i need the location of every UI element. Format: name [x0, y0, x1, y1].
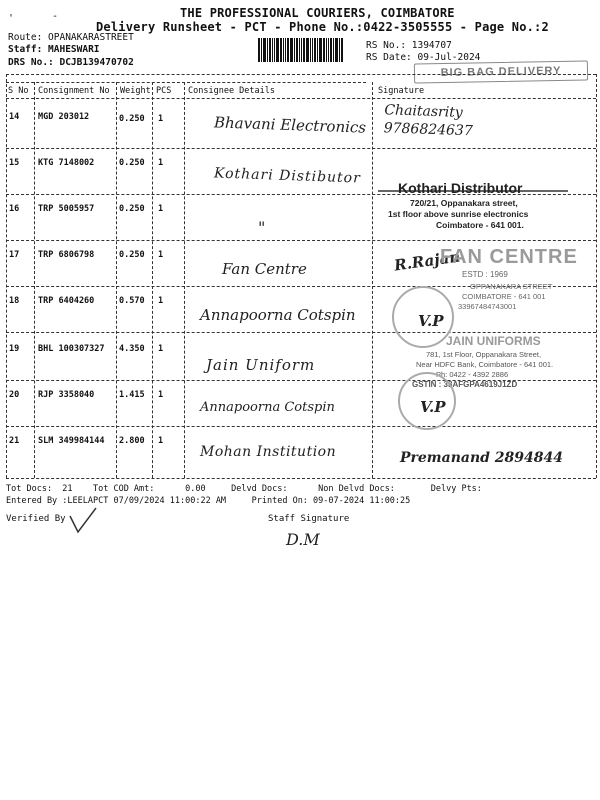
drs-label: DRS No.: DCJB139470702: [8, 57, 134, 68]
jain-stamp-name: JAIN UNIFORMS: [446, 334, 541, 348]
row-weight: 0.570: [119, 296, 145, 306]
fan-centre-estd: ESTD : 1969: [462, 270, 508, 279]
row-sno: 16: [9, 204, 20, 214]
row-consignment: BHL 100307327: [38, 344, 105, 354]
row-sno: 21: [9, 436, 20, 446]
row-weight: 0.250: [119, 204, 145, 214]
row-consignment: TRP 6806798: [38, 250, 95, 260]
col-pcs: PCS: [156, 86, 172, 96]
jain-stamp-phone: Ph: 0422 - 4392 2886: [436, 370, 509, 379]
fan-centre-stamp: FAN CENTRE: [440, 246, 578, 268]
row-weight: 0.250: [119, 158, 145, 168]
kothari-stamp-name: Kothari Distributor: [398, 180, 523, 196]
col-consignment: Consignment No: [38, 86, 110, 96]
row-pcs: 1: [158, 114, 164, 124]
big-bag-delivery-stamp: BIG BAG DELIVERY: [414, 60, 588, 83]
row-weight: 1.415: [119, 390, 145, 400]
kothari-stamp-city: Coimbatore - 641 001.: [436, 220, 524, 230]
row-signature: R.Rajan: [393, 247, 462, 275]
row-sno: 18: [9, 296, 20, 306]
col-weight: Weight: [120, 86, 151, 96]
row-pcs: 1: [158, 204, 164, 214]
row-sno: 17: [9, 250, 20, 260]
row-pcs: 1: [158, 250, 164, 260]
company-title: THE PROFESSIONAL COURIERS, COIMBATORE: [180, 6, 455, 20]
route-label: Route: OPANAKARASTREET: [8, 32, 134, 43]
barcode: [258, 38, 362, 62]
kothari-stamp-address: 1st floor above sunrise electronics: [388, 209, 529, 219]
jain-stamp-address: 781, 1st Floor, Oppanakara Street,: [426, 350, 542, 359]
jain-stamp-address: Near HDFC Bank, Coimbatore - 641 001.: [416, 360, 554, 369]
row-consignee: Mohan Institution: [200, 444, 337, 460]
row-signature: V.P: [418, 312, 444, 330]
row-consignee: ": [258, 218, 266, 237]
staff-initials: D.M: [286, 530, 320, 549]
row-consignment: KTG 7148002: [38, 158, 95, 168]
row-sno: 15: [9, 158, 20, 168]
row-consignee: Annapoorna Cotspin: [200, 400, 335, 415]
corner-mark: ': [8, 13, 15, 24]
staff-label: Staff: MAHESWARI: [8, 44, 100, 55]
fan-centre-city: COIMBATORE - 641 001: [462, 292, 546, 301]
row-pcs: 1: [158, 344, 164, 354]
row-consignment: MGD 203012: [38, 112, 90, 122]
row-consignee: Jain Uniform: [206, 356, 316, 374]
row-weight: 0.250: [119, 250, 145, 260]
rs-date: RS Date: 09-Jul-2024: [366, 52, 481, 63]
row-pcs: 1: [158, 158, 164, 168]
row-consignment: TRP 6404260: [38, 296, 95, 306]
row-sno: 19: [9, 344, 20, 354]
row-weight: 4.350: [119, 344, 145, 354]
corner-mark-2: -: [52, 11, 59, 22]
row-pcs: 1: [158, 390, 164, 400]
col-signature: Signature: [378, 86, 425, 96]
col-details: Consignee Details: [188, 86, 275, 96]
row-sno: 14: [9, 112, 20, 122]
verified-by-label: Verified By: [6, 514, 66, 524]
row-weight: 2.800: [119, 436, 145, 446]
row-consignment: TRP 5005957: [38, 204, 95, 214]
row-sno: 20: [9, 390, 20, 400]
col-sno: S No: [8, 86, 29, 96]
kothari-stamp-address: 720/21, Oppanakara street,: [410, 198, 518, 208]
row-signature: V.P: [420, 398, 446, 416]
fan-centre-number: 33967484743001: [458, 302, 517, 311]
entered-by-line: Entered By :LEELAPCT 07/09/2024 11:00:22 AM Printed On: 09-07-2024 11:00:25: [6, 496, 411, 506]
jain-stamp-gstin: GSTIN : 33AFGPA4619J1ZD: [412, 380, 518, 389]
row-signature: Premanand 2894844: [400, 450, 563, 466]
row-consignee: Annapoorna Cotspin: [200, 306, 356, 324]
row-consignee: Bhavani Electronics: [213, 113, 367, 137]
staff-signature-label: Staff Signature: [268, 514, 350, 524]
verified-check-mark: [66, 506, 100, 536]
row-weight: 0.250: [119, 114, 145, 124]
totals-line: Tot Docs: 21 Tot COD Amt: 0.00 Delvd Docs: Non Delvd Docs: Delvy Pts:: [6, 484, 482, 494]
row-consignment: SLM 349984144: [38, 436, 105, 446]
row-pcs: 1: [158, 296, 164, 306]
row-consignment: RJP 3358040: [38, 390, 95, 400]
row-pcs: 1: [158, 436, 164, 446]
rs-number: RS No.: 1394707: [366, 40, 452, 51]
row-consignee: Fan Centre: [222, 260, 307, 278]
row-consignee: Kothari Distibutor: [213, 165, 362, 187]
row-signature: Chaitasrity 9786824637: [383, 102, 474, 140]
fan-centre-address: OPPANAKARA STREET: [470, 282, 553, 291]
runsheet-subtitle: Delivery Runsheet - PCT - Phone No.:0422-3505555 - Page No.:2: [96, 20, 549, 34]
